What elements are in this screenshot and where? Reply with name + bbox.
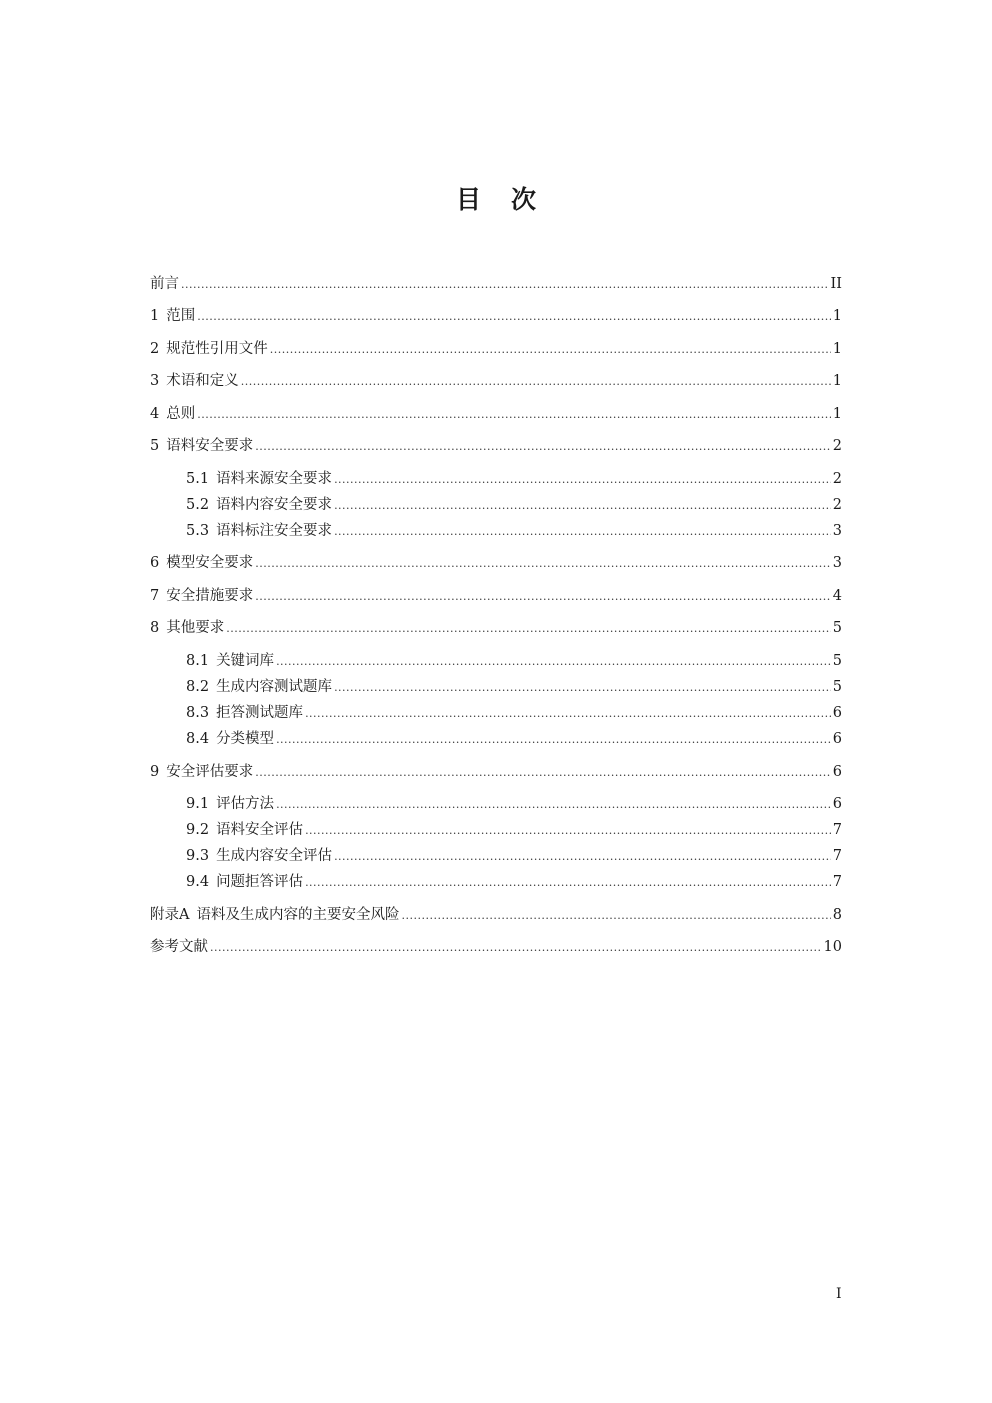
toc-entry-page: 7 xyxy=(832,848,842,864)
toc-entry-label xyxy=(150,618,224,638)
toc-entry-label xyxy=(186,820,303,840)
toc-entry-title: 分类模型 xyxy=(216,731,275,747)
footer-page-number: I xyxy=(836,1286,842,1302)
toc-entry-page: 1 xyxy=(832,406,842,422)
toc-entry-title: 语料及生成内容的主要安全风险 xyxy=(196,907,400,923)
toc-entry-label xyxy=(150,306,195,326)
toc-entry-label xyxy=(150,762,253,782)
dot-leader xyxy=(210,938,822,958)
toc-entry-page: 4 xyxy=(832,588,842,604)
toc-entry-page: 7 xyxy=(832,874,842,890)
dot-leader xyxy=(276,730,831,750)
toc-entry-title: 生成内容安全评估 xyxy=(216,848,333,864)
toc-entry-title: 总则 xyxy=(166,406,196,422)
toc-entry-page: 1 xyxy=(832,341,842,357)
toc-entry[interactable] xyxy=(186,677,842,697)
toc-entry-page: 6 xyxy=(832,796,842,812)
dot-leader xyxy=(255,554,831,574)
toc-entry-label xyxy=(186,677,332,697)
toc-entry-label xyxy=(186,651,274,671)
toc-entry-number: 8.3 xyxy=(186,705,210,721)
toc-entry-number: 8.1 xyxy=(186,653,210,669)
toc-entry-label xyxy=(150,371,239,391)
toc-entry-title: 语料标注安全要求 xyxy=(216,523,333,539)
toc-entry-label xyxy=(150,937,208,957)
dot-leader xyxy=(401,906,830,926)
toc-entry-number: 3 xyxy=(150,373,160,389)
page-title-char-1: 目 xyxy=(455,185,481,214)
toc-entry-label xyxy=(186,729,274,749)
toc-entry[interactable] xyxy=(150,937,842,957)
toc-entry-title: 关键词库 xyxy=(216,653,275,669)
toc-entry-page: 1 xyxy=(832,373,842,389)
toc-entry-title: 语料安全要求 xyxy=(166,438,254,454)
toc-entry-title: 模型安全要求 xyxy=(166,555,254,571)
toc-entry-title: 生成内容测试题库 xyxy=(216,679,333,695)
toc-entry-page: 5 xyxy=(832,653,842,669)
toc-entry[interactable] xyxy=(186,469,842,489)
dot-leader xyxy=(334,522,831,542)
toc-entry-label xyxy=(186,495,332,515)
dot-leader xyxy=(334,847,831,867)
toc-entry[interactable] xyxy=(186,820,842,840)
toc-entry-label xyxy=(150,436,253,456)
toc-entry-title: 问题拒答评估 xyxy=(216,874,304,890)
toc-entry-number: 2 xyxy=(150,341,160,357)
toc-entry-label xyxy=(186,846,332,866)
toc-entry-label xyxy=(150,274,179,294)
toc-entry-title: 范围 xyxy=(166,308,196,324)
toc-entry-label xyxy=(186,703,303,723)
dot-leader xyxy=(334,470,831,490)
toc-entry-title: 安全评估要求 xyxy=(166,764,254,780)
toc-entry-page: 8 xyxy=(832,907,842,923)
dot-leader xyxy=(334,496,831,516)
toc-entry[interactable] xyxy=(150,762,842,782)
toc-entry-page: 5 xyxy=(832,620,842,636)
toc-entry[interactable] xyxy=(150,905,842,925)
toc-entry-label xyxy=(150,339,268,359)
toc-entry-label xyxy=(186,794,274,814)
toc-entry-number: 7 xyxy=(150,588,160,604)
toc-entry-page: 2 xyxy=(832,471,842,487)
dot-leader xyxy=(305,704,831,724)
toc-entry-page: II xyxy=(830,276,842,292)
dot-leader xyxy=(305,821,831,841)
toc-entry-page: 6 xyxy=(832,705,842,721)
toc-entry-title: 语料内容安全要求 xyxy=(216,497,333,513)
toc-entry[interactable] xyxy=(186,729,842,749)
toc-entry-title: 参考文献 xyxy=(150,939,208,955)
toc-entry-number: 5 xyxy=(150,438,160,454)
toc-entry-number: 5.2 xyxy=(186,497,210,513)
toc-entry[interactable] xyxy=(150,436,842,456)
toc-entry[interactable] xyxy=(186,651,842,671)
toc-entry-number: 9.4 xyxy=(186,874,210,890)
toc-entry-title: 语料来源安全要求 xyxy=(216,471,333,487)
dot-leader xyxy=(255,437,831,457)
toc-entry-page: 2 xyxy=(832,438,842,454)
toc-entry-title: 术语和定义 xyxy=(166,373,239,389)
toc-entry-title: 其他要求 xyxy=(166,620,225,636)
toc-entry-number: 5.3 xyxy=(186,523,210,539)
toc-entry-label xyxy=(150,404,195,424)
toc-entry-title: 前言 xyxy=(150,276,179,292)
toc-entry-number: 1 xyxy=(150,308,160,324)
toc-entry-label xyxy=(186,872,303,892)
toc-entry-label xyxy=(186,469,332,489)
toc-entry[interactable] xyxy=(150,274,842,294)
dot-leader xyxy=(334,678,831,698)
toc-entry-number: 8.2 xyxy=(186,679,210,695)
toc-entry-number: 9 xyxy=(150,764,160,780)
toc-entry-number: 8.4 xyxy=(186,731,210,747)
dot-leader xyxy=(255,587,831,607)
toc-entry-page: 5 xyxy=(832,679,842,695)
toc-entry-number: 6 xyxy=(150,555,160,571)
toc-entry[interactable] xyxy=(186,495,842,515)
toc-entry[interactable] xyxy=(150,553,842,573)
toc-entry[interactable] xyxy=(150,586,842,606)
toc-entry-number: 9.3 xyxy=(186,848,210,864)
toc-entry[interactable] xyxy=(186,846,842,866)
dot-leader xyxy=(270,340,831,360)
toc-entry[interactable] xyxy=(150,404,842,424)
toc-entry-number: 9.1 xyxy=(186,796,210,812)
toc-entry[interactable] xyxy=(186,794,842,814)
toc-entry-title: 安全措施要求 xyxy=(166,588,254,604)
toc-entry-label xyxy=(150,586,253,606)
toc-entry-label xyxy=(150,553,253,573)
toc-entry-number: 9.2 xyxy=(186,822,210,838)
dot-leader xyxy=(197,405,831,425)
toc-entry-number: 5.1 xyxy=(186,471,210,487)
toc-entry-label xyxy=(150,905,399,925)
toc-entry-page: 2 xyxy=(832,497,842,513)
dot-leader xyxy=(255,763,831,783)
toc-entry-page: 3 xyxy=(832,523,842,539)
toc-entry-number: 8 xyxy=(150,620,160,636)
toc-entry[interactable] xyxy=(150,339,842,359)
toc-entry-title: 评估方法 xyxy=(216,796,275,812)
toc-entry-page: 3 xyxy=(832,555,842,571)
toc-entry-number: 附录A xyxy=(150,907,190,923)
dot-leader xyxy=(276,795,831,815)
toc-entry[interactable] xyxy=(186,703,842,723)
toc-entry-number: 4 xyxy=(150,406,160,422)
dot-leader xyxy=(241,372,831,392)
toc-entry[interactable] xyxy=(186,521,842,541)
toc-entry-title: 语料安全评估 xyxy=(216,822,304,838)
toc-entry-page: 6 xyxy=(832,731,842,747)
toc-entry-label xyxy=(186,521,332,541)
toc-entry-page: 6 xyxy=(832,764,842,780)
page-title-char-2: 次 xyxy=(511,185,537,214)
dot-leader xyxy=(305,873,831,893)
toc-entry[interactable] xyxy=(150,371,842,391)
toc-entry-title: 规范性引用文件 xyxy=(166,341,268,357)
dot-leader xyxy=(226,619,831,639)
dot-leader xyxy=(181,275,829,295)
toc-entry[interactable] xyxy=(186,872,842,892)
dot-leader xyxy=(197,307,831,327)
toc-entry[interactable] xyxy=(150,306,842,326)
toc-entry-page: 7 xyxy=(832,822,842,838)
toc-entry-title: 拒答测试题库 xyxy=(216,705,304,721)
toc-entry-page: 10 xyxy=(823,939,842,955)
dot-leader xyxy=(276,652,831,672)
toc-entry[interactable] xyxy=(150,618,842,638)
toc-entry-page: 1 xyxy=(832,308,842,324)
